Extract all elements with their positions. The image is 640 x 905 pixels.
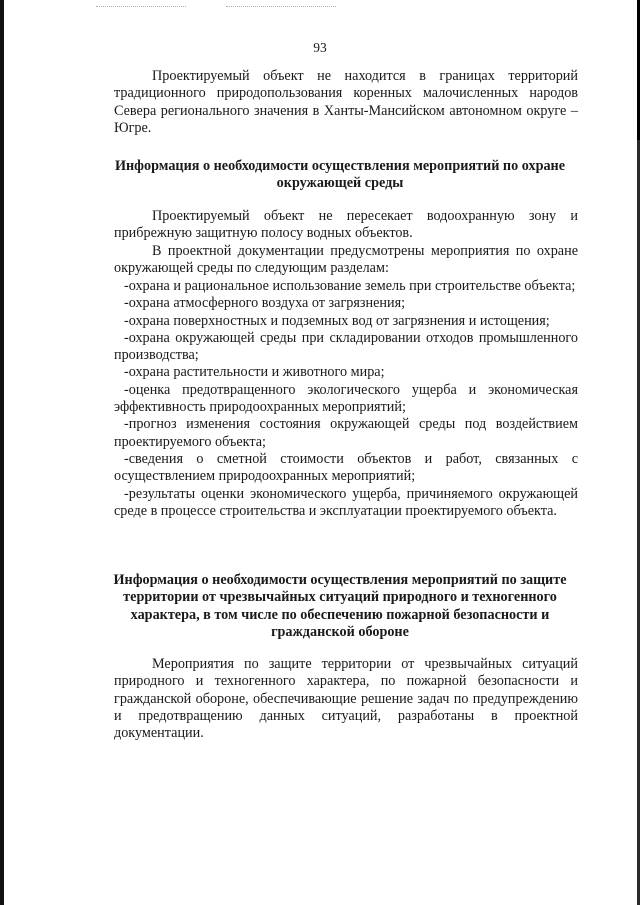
list-item: -охрана поверхностных и подземных вод от загрязнения и истощения; (124, 312, 550, 329)
section-paragraph-emergency: Мероприятия по защите территории от чрезвычайных ситуаций природного и техногенного характера, по пожарной безопасности и гражданской обороне, обеспечивающие решение задач по предупреждению и предотвращению данных ситуаций, разработаны в проектной документации. (114, 656, 578, 742)
list-item: -охрана атмосферного воздуха от загрязнения; (124, 295, 406, 312)
list-item: -прогноз изменения состояния окружающей среды под воздействием проектируемого объекта; (114, 416, 578, 450)
list-item: -охрана и рациональное использование земель при строительстве объекта; (124, 278, 576, 294)
list-item: -сведения о сметной стоимости объектов и работ, связанных с осуществлением природоохранных мероприятий; (114, 450, 578, 485)
page-number: 93 (313, 40, 327, 55)
section-heading-environment: Информация о необходимости осуществления мероприятий по охране окружающей среды (114, 158, 566, 192)
section-paragraph-measures: В проектной документации предусмотрены мероприятия по охране окружающей среды по следующим разделам: (114, 243, 578, 277)
list-item: -охрана окружающей среды при складировании отходов промышленного производства; (114, 329, 578, 364)
list-item: -охрана растительности и животного мира; (124, 364, 385, 381)
environment-measures-list (114, 278, 578, 520)
scan-edge-left (0, 0, 4, 905)
intro-paragraph: Проектируемый объект не находится в границах территорий традиционного природопользования коренных малочисленных народов Севера регионального значения в Ханты-Мансийском автономном округе – Югре. (114, 68, 578, 136)
section-paragraph-water: Проектируемый объект не пересекает водоохранную зону и прибрежную защитную полосу водных объектов. (114, 208, 578, 242)
scan-smudge (226, 6, 336, 13)
section-heading-emergency: Информация о необходимости осуществления мероприятий по защите территории от чрезвычайных ситуаций природного и техногенного характера, в том числе по обеспечению пожарной безопасности и гражданской обороне (113, 572, 567, 640)
list-item: -оценка предотвращенного экологического ущерба и экономическая эффективность природоохранных мероприятий; (114, 381, 578, 416)
list-item: -результаты оценки экономического ущерба, причиняемого окружающей среде в процессе строительства и эксплуатации проектируемого объекта. (114, 485, 578, 519)
scan-smudge (96, 6, 186, 13)
